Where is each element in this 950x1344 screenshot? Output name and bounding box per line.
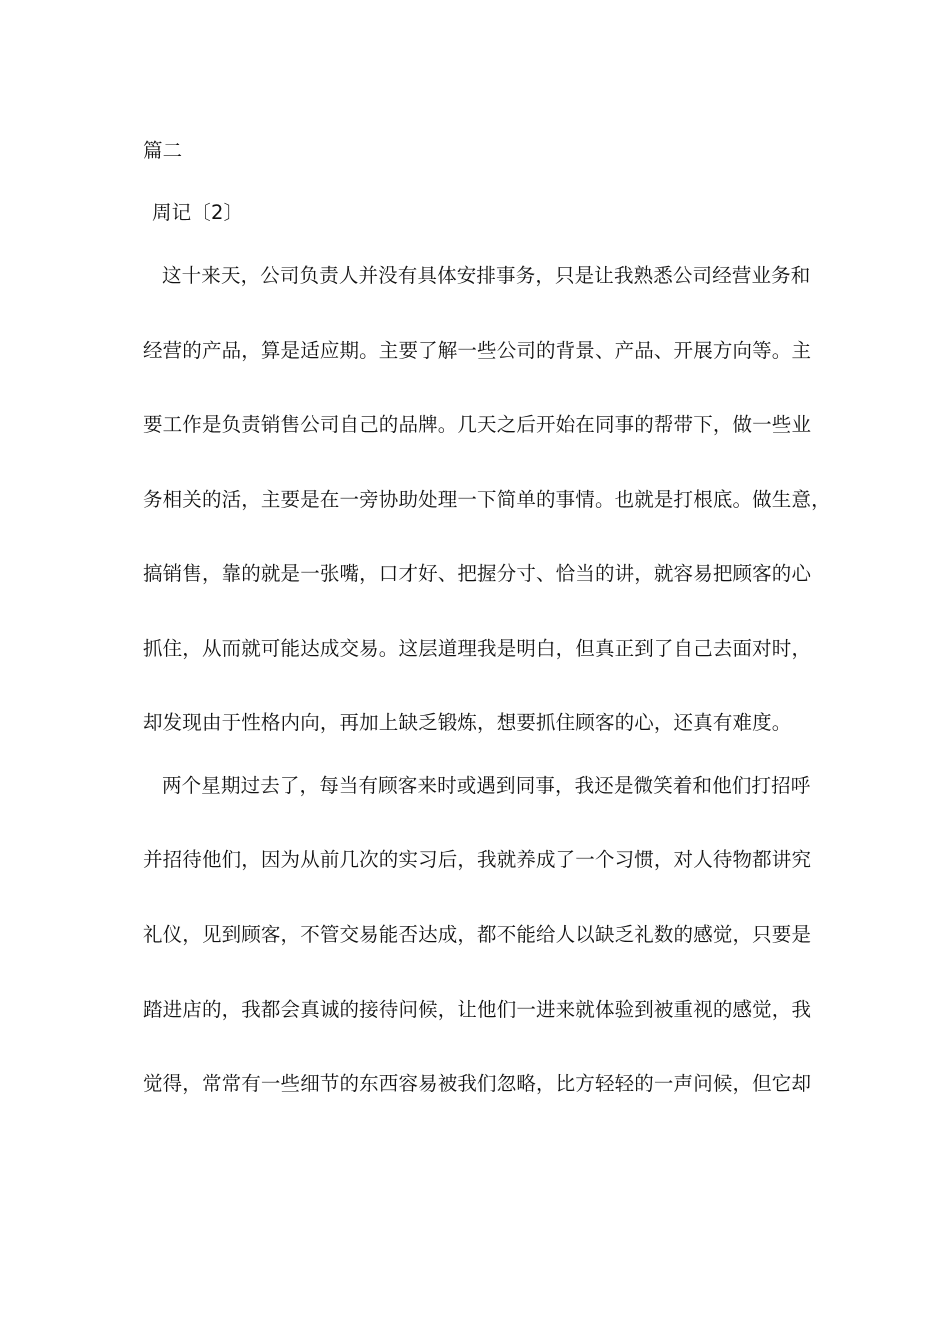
paragraph-1-line-1: 这十来天，公司负责人并没有具体安排事务，只是让我熟悉公司经营业务和 (162, 264, 811, 287)
paragraph-1-line-4: 务相关的活，主要是在一旁协助处理一下简单的事情。也就是打根底。做生意， (143, 488, 831, 511)
paragraph-2-line-3: 礼仪，见到顾客，不管交易能否达成，都不能给人以缺乏礼数的感觉，只要是 (143, 923, 812, 946)
paragraph-1-line-5: 搞销售，靠的就是一张嘴，口才好、把握分寸、恰当的讲，就容易把顾客的心 (143, 562, 812, 585)
paragraph-2-line-5: 觉得，常常有一些细节的东西容易被我们忽略，比方轻轻的一声问候，但它却 (143, 1072, 812, 1095)
section-heading: 篇二 (143, 139, 183, 162)
paragraph-2-line-1: 两个星期过去了，每当有顾客来时或遇到同事，我还是微笑着和他们打招呼 (162, 774, 811, 797)
paragraph-2-line-4: 踏进店的，我都会真诚的接待问候，让他们一进来就体验到被重视的感觉，我 (143, 998, 812, 1021)
paragraph-1-line-2: 经营的产品，算是适应期。主要了解一些公司的背景、产品、开展方向等。主 (143, 339, 812, 362)
section-subheading: 周记〔2〕 (152, 201, 244, 224)
paragraph-2-line-2: 并招待他们，因为从前几次的实习后，我就养成了一个习惯，对人待物都讲究 (143, 848, 812, 871)
paragraph-1-line-6: 抓住，从而就可能达成交易。这层道理我是明白，但真正到了自己去面对时， (143, 637, 812, 660)
paragraph-1-line-7: 却发现由于性格内向，再加上缺乏锻炼，想要抓住顾客的心，还真有难度。 (143, 711, 792, 734)
paragraph-1-line-3: 要工作是负责销售公司自己的品牌。几天之后开始在同事的帮带下，做一些业 (143, 413, 812, 436)
